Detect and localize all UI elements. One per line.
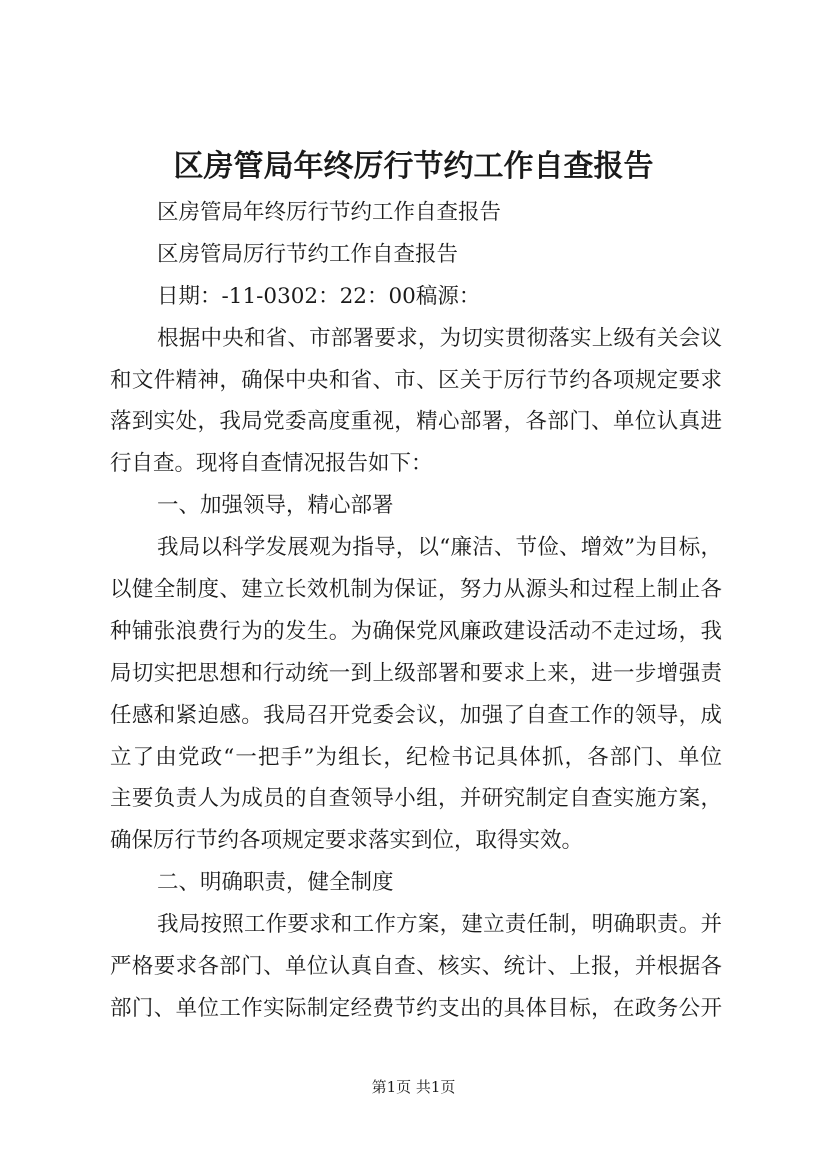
body-line: 严格要求各部门、单位认真自查、核实、统计、上报，并根据各 — [110, 954, 722, 980]
body-line: 和文件精神，确保中央和省、市、区关于厉行节约各项规定要求 — [110, 367, 722, 393]
body-line: 部门、单位工作实际制定经费节约支出的具体目标，在政务公开 — [110, 995, 722, 1021]
subtitle-line: 区房管局年终厉行节约工作自查报告 — [157, 200, 502, 225]
section-heading: 二、明确职责，健全制度 — [157, 870, 394, 896]
body-line: 我局按照工作要求和工作方案，建立责任制，明确职责。并 — [157, 912, 722, 938]
body-line: 任感和紧迫感。我局召开党委会议，加强了自查工作的领导，成 — [110, 702, 722, 728]
page-number-footer: 第1页 共1页 — [371, 1078, 456, 1096]
body-line: 根据中央和省、市部署要求，为切实贯彻落实上级有关会议 — [157, 325, 722, 351]
document-body — [110, 192, 722, 1030]
body-line: 我局以科学发展观为指导，以“廉洁、节俭、增效”为目标， — [157, 535, 722, 561]
body-line: 确保厉行节约各项规定要求落实到位，取得实效。 — [110, 828, 584, 854]
body-line: 落到实处，我局党委高度重视，精心部署，各部门、单位认真进 — [110, 409, 722, 435]
body-line: 行自查。现将自查情况报告如下： — [110, 451, 433, 477]
section-heading: 一、加强领导，精心部署 — [157, 493, 394, 519]
document-title: 区房管局年终厉行节约工作自查报告 — [173, 149, 654, 184]
body-line: 立了由党政“一把手”为组长，纪检书记具体抓，各部门、单位 — [110, 744, 722, 770]
body-line: 局切实把思想和行动统一到上级部署和要求上来，进一步增强责 — [110, 660, 722, 686]
subtitle-line: 区房管局厉行节约工作自查报告 — [157, 241, 459, 267]
body-line: 主要负责人为成员的自查领导小组，并研究制定自查实施方案， — [110, 786, 722, 812]
body-line: 种铺张浪费行为的发生。为确保党风廉政建设活动不走过场，我 — [110, 618, 722, 644]
date-source-line: 日期：-11-0302：22：00稿源： — [157, 283, 481, 309]
body-line: 以健全制度、建立长效机制为保证，努力从源头和过程上制止各 — [110, 577, 722, 603]
